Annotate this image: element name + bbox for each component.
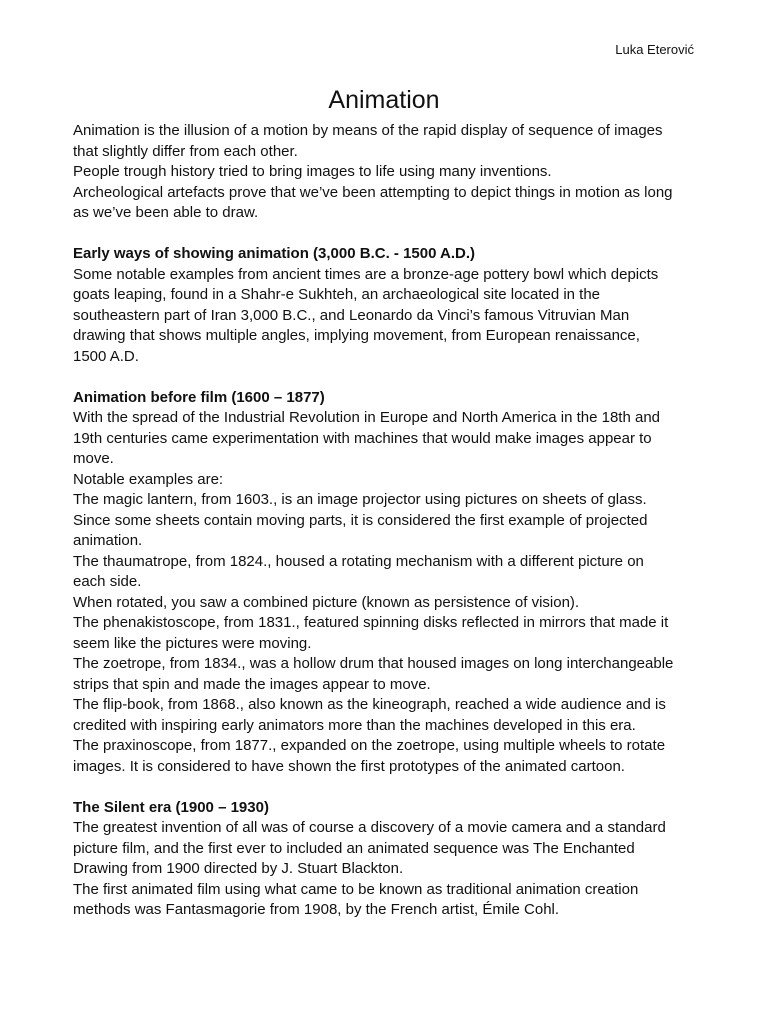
section-line: When rotated, you saw a combined picture (known as persistence of vision). (73, 593, 580, 611)
section-heading: The Silent era (1900 – 1930) (73, 798, 269, 816)
section-line: Since some sheets contain moving parts, it is considered the first example of projected (73, 511, 648, 529)
section-line: move. (73, 450, 114, 467)
intro-paragraph (73, 121, 699, 224)
document-title: Animation (328, 85, 440, 114)
section-heading: Animation before film (1600 – 1877) (73, 388, 325, 406)
section-line: drawing that shows multiple angles, implying movement, from European renaissance, (73, 327, 640, 344)
section-line: The zoetrope, from 1834., was a hollow drum that housed images on long interchangeable (73, 655, 674, 672)
section-line: 19th centuries came experimentation with machines that would make images appear to (73, 429, 652, 447)
section-line: southeastern part of Iran 3,000 B.C., and Leonardo da Vinci’s famous Vitruvian Man (73, 306, 630, 324)
author-name: Luka Eterović (615, 42, 694, 57)
section-line: animation. (73, 532, 143, 549)
paragraph-gap (73, 224, 699, 245)
section-silent-era (73, 798, 699, 921)
document-body (73, 121, 699, 921)
section-line: strips that spin and made the images appear to move. (73, 675, 431, 693)
intro-line: People trough history tried to bring images to life using many inventions. (73, 163, 552, 180)
section-line: The thaumatrope, from 1824., housed a rotating mechanism with a different picture on (73, 552, 644, 570)
section-before-film (73, 388, 699, 778)
section-early-ways (73, 244, 699, 367)
intro-line: that slightly differ from each other. (73, 142, 298, 160)
section-line: The praxinoscope, from 1877., expanded on the zoetrope, using multiple wheels to rotate (73, 737, 666, 754)
section-heading: Early ways of showing animation (3,000 B.C. - 1500 A.D.) (73, 245, 476, 262)
section-line: The first animated film using what came to be known as traditional animation creation (73, 880, 639, 898)
section-line: The magic lantern, from 1603., is an image projector using pictures on sheets of glass. (73, 491, 647, 508)
paragraph-gap (73, 777, 699, 798)
section-line: The phenakistoscope, from 1831., featured spinning disks reflected in mirrors that made it (73, 614, 669, 631)
section-line: 1500 A.D. (73, 347, 139, 365)
intro-line: as we’ve been able to draw. (73, 204, 259, 221)
section-line: The greatest invention of all was of course a discovery of a movie camera and a standard (73, 819, 666, 836)
section-line: methods was Fantasmagorie from 1908, by the French artist, Émile Cohl. (73, 901, 560, 918)
section-line: each side. (73, 573, 142, 590)
intro-line: Animation is the illusion of a motion by means of the rapid display of sequence of images (73, 122, 663, 139)
intro-line: Archeological artefacts prove that we’ve been attempting to depict things in motion as long (73, 183, 673, 201)
section-line: Some notable examples from ancient times are a bronze-age pottery bowl which depicts (73, 265, 659, 283)
section-line: With the spread of the Industrial Revolution in Europe and North America in the 18th and (73, 409, 661, 426)
section-line: credited with inspiring early animators more than the machines developed in this era. (73, 716, 636, 734)
section-line: Notable examples are: (73, 470, 224, 488)
paragraph-gap (73, 367, 699, 388)
section-line: The flip-book, from 1868., also known as the kineograph, reached a wide audience and is (73, 696, 666, 713)
section-line: goats leaping, found in a Shahr-e Sukhteh, an archaeological site located in the (73, 286, 601, 303)
section-line: picture film, and the first ever to included an animated sequence was The Enchanted (73, 839, 635, 857)
section-line: images. It is considered to have shown the first prototypes of the animated cartoon. (73, 757, 625, 775)
section-line: seem like the pictures were moving. (73, 634, 312, 652)
section-line: Drawing from 1900 directed by J. Stuart Blackton. (73, 860, 404, 877)
